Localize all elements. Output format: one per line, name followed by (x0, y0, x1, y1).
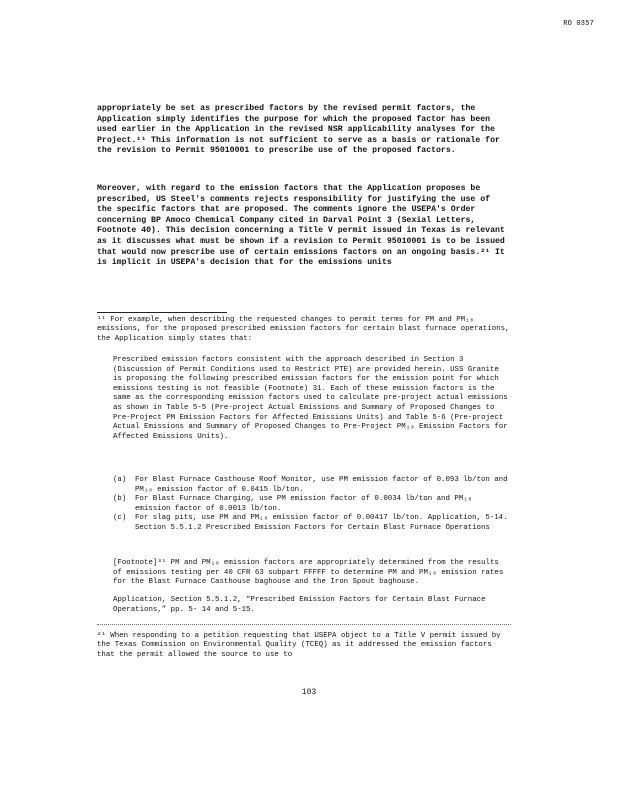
list-item-text: For Blast Furnace Charging, use PM emission factor of 0.0034 lb/ton and PM₁₀ emission factor of 0.0013 lb/ton. (135, 495, 473, 513)
block-quote-footnote-31: [Footnote]³¹ PM and PM₁₀ emission factors are appropriately determined from the results of emissions testing per 40 CFR 63 subpart FFFFF to determine PM and PM₁₀ emission rates for the Blast Furnace Casthouse baghouse and the Iron Spout baghouse. (113, 559, 504, 587)
footnote-21: ²¹ When responding to a petition requesting that USEPA object to a Title V permit issued by the Texas Commission on Environmental Quality (TCEQ) as it addressed the emission factors that the permit allowed the source to use to (97, 632, 501, 659)
list-marker: (b) (113, 495, 127, 504)
body-paragraph-2: Moreover, with regard to the emission factors that the Application proposes be prescribed, US Steel's comments rejects responsibility for justifying the use of the specific factors that are proposed. The comments ignore the USEPA's Order concerning BP Amoco Chemical Company cited in Darval Point 3 (Sexial Letters, Footnote 40). This decision concerning a Title V permit issued in Texas is relevant as it discusses what must be shown if a revision to Permit 95010001 is to be issued that would now prescribe use of certain emissions factors on an ongoing basis.²¹ It is implicit in USEPA's decision that for the emissions units (97, 184, 505, 268)
footnote-divider (97, 624, 511, 625)
block-quote-citation: Application, Section 5.5.1.2, “Prescribed Emission Factors for Certain Blast Furnace Operations,” pp. 5- 14 and 5-15. (113, 596, 486, 614)
page-number: 103 (301, 688, 317, 697)
block-quote-prescribed-factors: Prescribed emission factors consistent with the approach described in Section 3 (Discussion of Permit Conditions used to Restrict PTE) are provided herein. USS Granite is proposing the following prescribed emission factors for the emission point for which emissions testing is not feasible (Footnote) 31. Each of these emission factors is the same as the corresponding emission factors used to calculate pre-project actual emissions as shown in Table 5-5 (Pre-project Actual Emissions and Summary of Proposed Changes to Pre-Project PM Emission Factors for Affected Emissions Units) and Table 5-6 (Pre-project Actual Emissions and Summary of Proposed Changes to Pre-Project PM₁₀ Emission Factors for Affected Emissions Units). (113, 356, 508, 441)
emission-factor-list (113, 476, 509, 534)
list-item-text: For Blast Furnace Casthouse Roof Monitor, use PM emission factor of 0.093 lb/ton and PM₁₀ emission factor of 0.0415 lb/ton. (135, 476, 508, 494)
list-item (113, 476, 509, 495)
footnote-11: ¹¹ For example, when describing the requested changes to permit terms for PM and PM₁₀ emissions, for the proposed prescribed emission factors for certain blast furnace operations, the Application simply states that: (97, 316, 510, 343)
body-paragraph-1: appropriately be set as prescribed factors by the revised permit factors, the Application simply identifies the purpose for which the proposed factor has been used earlier in the Application in the revised NSR applicability analyses for the Project.¹¹ This information is not sufficient to serve as a basis or rationale for the revision to Permit 95010001 to prescribe use of the proposed factors. (97, 104, 500, 156)
list-marker: (c) (113, 514, 127, 523)
list-item (113, 495, 509, 514)
footnote-separator (97, 312, 227, 313)
list-item-text: For slag pits, use PM and PM₁₀ emission factor of 0.00417 lb/ton. Application, 5-14. Section 5.5.1.2 Prescribed Emission Factors for Certain Blast Furnace Operations (135, 514, 508, 532)
list-marker: (a) (113, 476, 127, 484)
document-id: RO 0357 (563, 20, 594, 28)
list-item (113, 514, 509, 533)
